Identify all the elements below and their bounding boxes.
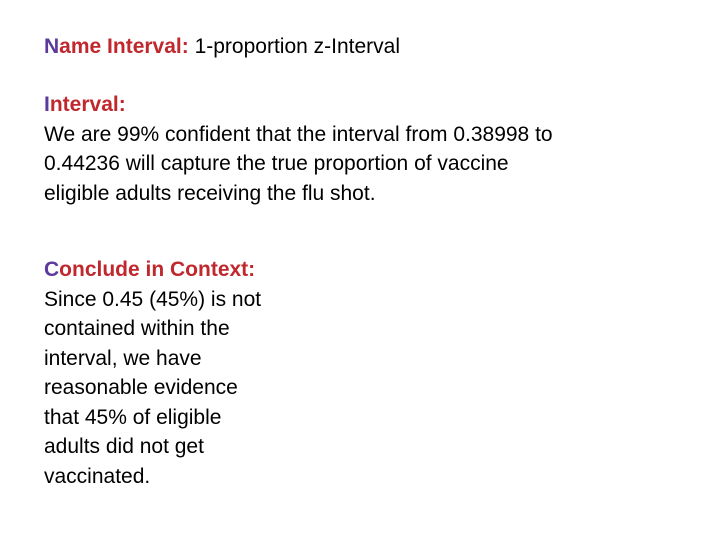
conclusion-text-line: that 45% of eligible	[44, 405, 222, 429]
name-interval-line	[44, 33, 400, 61]
interval-text-line: eligible adults receiving the flu shot.	[44, 181, 376, 205]
conclusion-heading	[44, 255, 304, 285]
name-interval-heading-rest: ame Interval:	[59, 35, 189, 58]
name-interval-heading-initial: N	[44, 35, 60, 58]
conclusion-heading-initial: C	[44, 258, 60, 281]
interval-heading	[44, 90, 684, 120]
interval-text-line: We are 99% confident that the interval from 0.38998 to	[44, 122, 553, 146]
conclusion-text-line: Since 0.45 (45%) is not	[44, 287, 262, 311]
conclusion-text-line: adults did not get	[44, 435, 204, 458]
conclusion-heading-rest: onclude in Context:	[59, 258, 256, 281]
conclusion-text-line: contained within the	[44, 317, 230, 340]
interval-heading-rest: nterval:	[49, 93, 126, 116]
interval-heading-initial: I	[44, 93, 50, 116]
interval-section	[44, 90, 684, 208]
conclusion-text-line: interval, we have	[44, 346, 202, 370]
conclusion-text-line: vaccinated.	[44, 464, 151, 488]
interval-text-line: 0.44236 will capture the true proportion of vaccine	[44, 152, 509, 175]
name-interval-heading	[44, 35, 189, 58]
conclusion-text-line: reasonable evidence	[44, 376, 238, 399]
conclusion-section	[44, 255, 304, 491]
name-interval-value: 1-proportion z-Interval	[194, 35, 401, 58]
